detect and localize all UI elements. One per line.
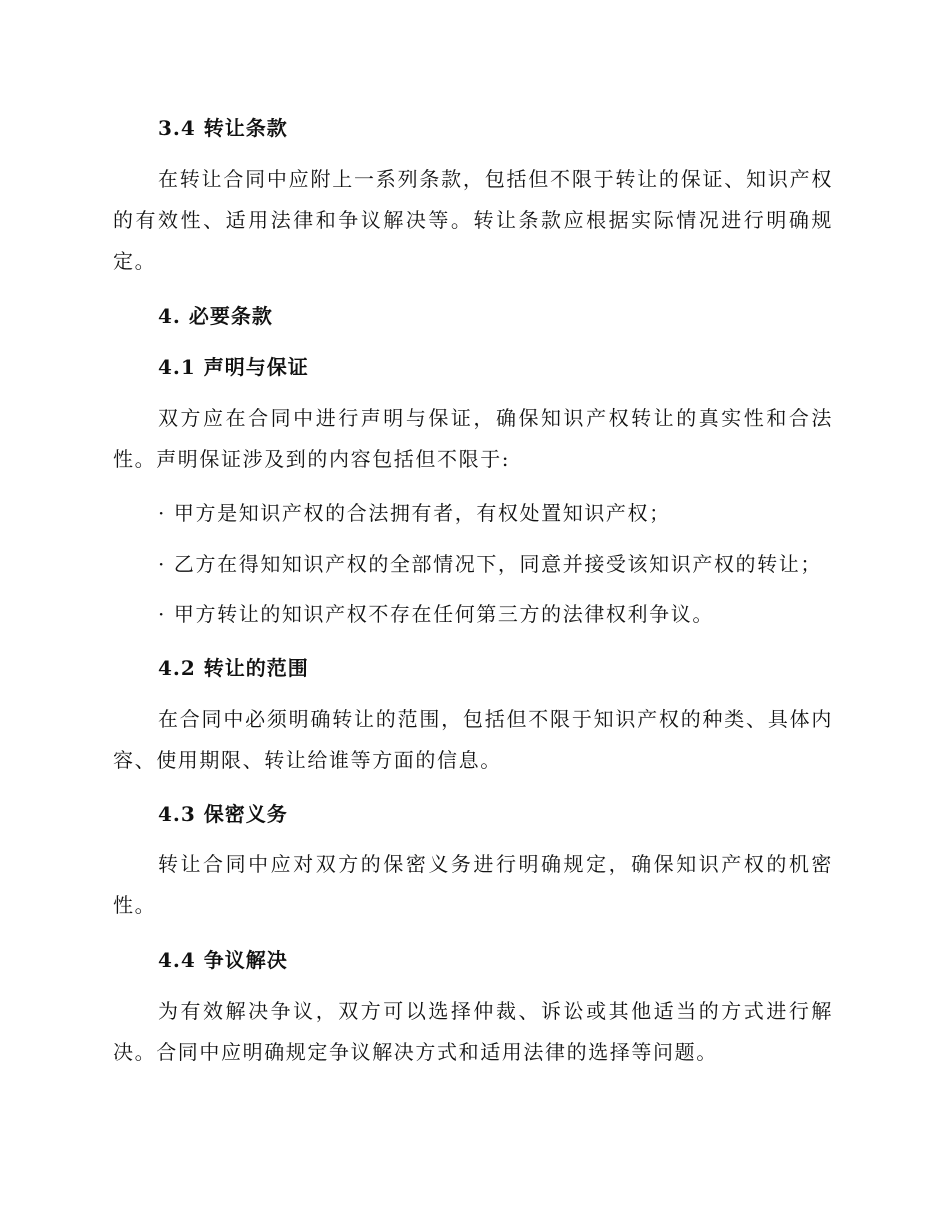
heading-4-1: 4.1 声明与保证: [158, 355, 309, 379]
bullet-item: · 乙方在得知知识产权的全部情况下，同意并接受该知识产权的转让；: [158, 552, 822, 576]
bullet-item: · 甲方转让的知识产权不存在任何第三方的法律权利争议。: [158, 602, 714, 626]
paragraph-4-3: 转让合同中应对双方的保密义务进行明确规定，确保知识产权的机密性。: [113, 852, 833, 917]
paragraph-4-1: 双方应在合同中进行声明与保证，确保知识产权转让的真实性和合法性。声明保证涉及到的内容包括但不限于:: [113, 406, 833, 471]
heading-4-4: 4.4 争议解决: [158, 948, 288, 972]
heading-4: 4. 必要条款: [158, 304, 273, 328]
heading-4-3: 4.3 保密义务: [158, 802, 288, 826]
paragraph-4-2: 在合同中必须明确转让的范围，包括但不限于知识产权的种类、具体内容、使用期限、转让给谁等方面的信息。: [113, 707, 833, 772]
bullet-item: · 甲方是知识产权的合法拥有者，有权处置知识产权；: [158, 501, 671, 525]
paragraph-3-4: 在转让合同中应附上一系列条款，包括但不限于转让的保证、知识产权的有效性、适用法律和争议解决等。转让条款应根据实际情况进行明确规定。: [113, 167, 833, 273]
heading-3-4: 3.4 转让条款: [158, 116, 288, 140]
heading-4-2: 4.2 转让的范围: [158, 656, 309, 680]
paragraph-4-4: 为有效解决争议，双方可以选择仲裁、诉讼或其他适当的方式进行解决。合同中应明确规定争议解决方式和适用法律的选择等问题。: [113, 999, 833, 1064]
